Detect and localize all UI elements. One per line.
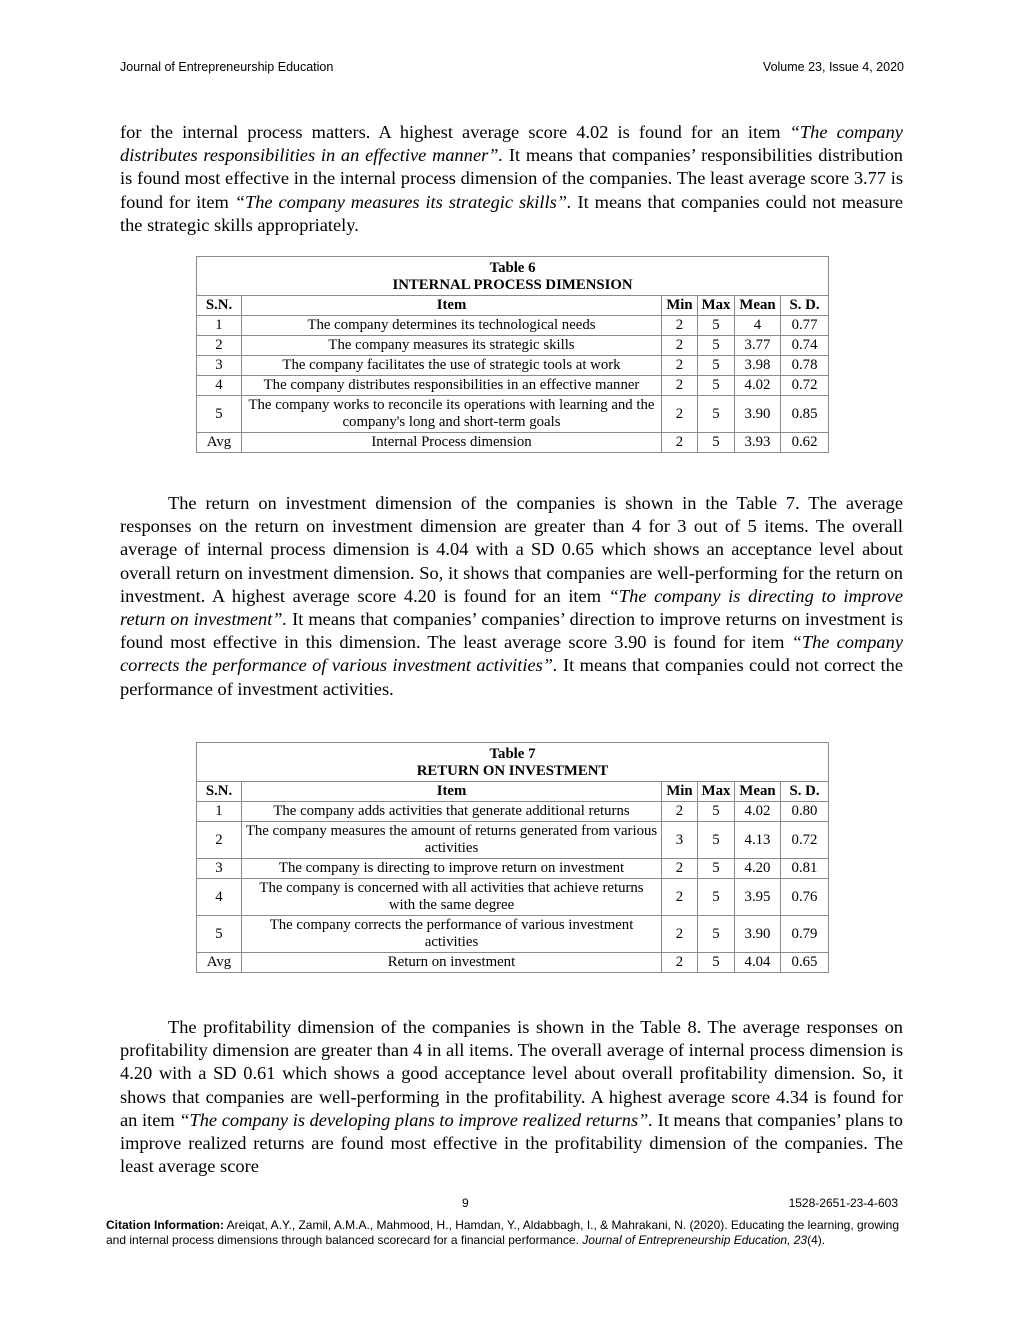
col-item: Item [242, 782, 662, 802]
table-6 [196, 256, 828, 453]
cell-min: 2 [662, 396, 698, 433]
cell-mean: 3.90 [735, 396, 781, 433]
cell-item: The company is concerned with all activities that achieve returns with the same degree [242, 879, 662, 916]
cell-mean: 4.13 [735, 822, 781, 859]
cell-sn: 2 [197, 822, 242, 859]
cell-sd: 0.77 [781, 316, 829, 336]
cell-sn: 2 [197, 336, 242, 356]
col-max: Max [698, 296, 735, 316]
article-id: 1528-2651-23-4-603 [788, 1196, 898, 1210]
cell-sn: Avg [197, 953, 242, 973]
cell-max: 5 [698, 859, 735, 879]
table-row [197, 822, 829, 859]
cell-sd: 0.76 [781, 879, 829, 916]
cell-max: 5 [698, 916, 735, 953]
cell-min: 2 [662, 316, 698, 336]
col-mean: Mean [735, 296, 781, 316]
cell-mean: 3.90 [735, 916, 781, 953]
cell-min: 2 [662, 859, 698, 879]
cell-item: The company is directing to improve return on investment [242, 859, 662, 879]
col-sd: S. D. [781, 296, 829, 316]
cell-mean: 4 [735, 316, 781, 336]
cell-min: 2 [662, 916, 698, 953]
cell-sd: 0.65 [781, 953, 829, 973]
col-max: Max [698, 782, 735, 802]
cell-min: 2 [662, 953, 698, 973]
col-sd: S. D. [781, 782, 829, 802]
cell-min: 2 [662, 356, 698, 376]
table-row [197, 376, 829, 396]
cell-sd: 0.72 [781, 376, 829, 396]
cell-mean: 3.93 [735, 433, 781, 453]
cell-sd: 0.79 [781, 916, 829, 953]
cell-item: The company measures its strategic skills [242, 336, 662, 356]
cell-item: The company distributes responsibilities in an effective manner [242, 376, 662, 396]
cell-item: The company facilitates the use of strategic tools at work [242, 356, 662, 376]
cell-min: 2 [662, 433, 698, 453]
cell-sd: 0.85 [781, 396, 829, 433]
cell-max: 5 [698, 879, 735, 916]
cell-max: 5 [698, 396, 735, 433]
cell-max: 5 [698, 376, 735, 396]
cell-sn: 3 [197, 356, 242, 376]
cell-max: 5 [698, 356, 735, 376]
table-7-grid [196, 742, 829, 973]
cell-max: 5 [698, 336, 735, 356]
cell-max: 5 [698, 316, 735, 336]
cell-mean: 4.04 [735, 953, 781, 973]
cell-min: 2 [662, 879, 698, 916]
cell-item: The company corrects the performance of various investment activities [242, 916, 662, 953]
table-row [197, 396, 829, 433]
cell-mean: 4.02 [735, 802, 781, 822]
col-mean: Mean [735, 782, 781, 802]
table-row [197, 336, 829, 356]
cell-mean: 3.77 [735, 336, 781, 356]
table-row [197, 953, 829, 973]
citation: Citation Information: Areiqat, A.Y., Zamil, A.M.A., Mahmood, H., Hamdan, Y., Aldabbagh, I., & Mahrakani, N. (2020). Educating the learning, growing and internal process dimensions through balanced scorecard for a financial performance. Journal of Entrepreneurship Education, 23(4). [106, 1218, 900, 1247]
paragraph-1: for the internal process matters. A highest average score 4.02 is found for an item “The company distributes responsibilities in an effective manner”. It means that companies’ responsibilities distribution is found most effective in the internal process dimension of the companies. The least average score 3.77 is found for item “The company measures its strategic skills”. It means that companies could not measure the strategic skills appropriately. [120, 122, 904, 235]
cell-sd: 0.74 [781, 336, 829, 356]
cell-max: 5 [698, 433, 735, 453]
cell-sn: 1 [197, 802, 242, 822]
paragraph-3: The profitability dimension of the companies is shown in the Table 8. The average responses on profitability dimension are greater than 4 in all items. The overall average of internal process dimension is 4.20 with a SD 0.61 which shows a good acceptance level about overall profitability dimension. So, it shows that companies are well-performing in the profitability. A highest average score 4.34 is found for an item “The company is developing plans to improve realized returns”. It means that companies’ plans to improve realized returns are found most effective in the profitability dimension of the companies. The least average score [120, 1017, 903, 1177]
table-7-caption: Table 7 RETURN ON INVESTMENT [197, 743, 829, 782]
cell-sd: 0.81 [781, 859, 829, 879]
table-6-caption: Table 6 INTERNAL PROCESS DIMENSION [197, 257, 829, 296]
col-min: Min [662, 782, 698, 802]
cell-max: 5 [698, 802, 735, 822]
journal-name: Journal of Entrepreneurship Education [120, 60, 334, 74]
cell-sn: 3 [197, 859, 242, 879]
table-row [197, 356, 829, 376]
cell-item: Internal Process dimension [242, 433, 662, 453]
cell-mean: 3.98 [735, 356, 781, 376]
cell-sn: 5 [197, 396, 242, 433]
cell-item: The company adds activities that generate additional returns [242, 802, 662, 822]
table-row [197, 916, 829, 953]
cell-mean: 4.20 [735, 859, 781, 879]
page-number: 9 [462, 1196, 469, 1210]
cell-sn: 5 [197, 916, 242, 953]
cell-mean: 4.02 [735, 376, 781, 396]
cell-item: Return on investment [242, 953, 662, 973]
cell-item: The company works to reconcile its operations with learning and the company's long and short-term goals [242, 396, 662, 433]
cell-item: The company measures the amount of returns generated from various activities [242, 822, 662, 859]
table-row [197, 859, 829, 879]
col-min: Min [662, 296, 698, 316]
cell-sd: 0.62 [781, 433, 829, 453]
cell-sn: 4 [197, 879, 242, 916]
col-item: Item [242, 296, 662, 316]
table-row [197, 879, 829, 916]
cell-min: 3 [662, 822, 698, 859]
paragraph-2: The return on investment dimension of the companies is shown in the Table 7. The average responses on the return on investment dimension are greater than 4 for 3 out of 5 items. The overall average of internal process dimension is 4.04 with a SD 0.65 which shows an acceptance level about overall return on investment dimension. So, it shows that companies are well-performing for the return on investment. A highest average score 4.20 is found for an item “The company is directing to improve return on investment”. It means that companies’ companies’ direction to improve returns on investment is found most effective in this dimension. The least average score 3.90 is found for item “The company corrects the performance of various investment activities”. It means that companies could not correct the performance of investment activities. [120, 493, 904, 699]
cell-min: 2 [662, 336, 698, 356]
cell-max: 5 [698, 953, 735, 973]
table-6-grid [196, 256, 829, 453]
table-row [197, 433, 829, 453]
cell-mean: 3.95 [735, 879, 781, 916]
cell-sd: 0.72 [781, 822, 829, 859]
col-sn: S.N. [197, 782, 242, 802]
cell-sn: Avg [197, 433, 242, 453]
cell-item: The company determines its technological needs [242, 316, 662, 336]
table-row [197, 316, 829, 336]
table-7 [196, 742, 828, 973]
cell-sn: 4 [197, 376, 242, 396]
cell-min: 2 [662, 802, 698, 822]
cell-sd: 0.78 [781, 356, 829, 376]
cell-sd: 0.80 [781, 802, 829, 822]
col-sn: S.N. [197, 296, 242, 316]
cell-sn: 1 [197, 316, 242, 336]
table-row [197, 802, 829, 822]
cell-min: 2 [662, 376, 698, 396]
cell-max: 5 [698, 822, 735, 859]
volume-issue: Volume 23, Issue 4, 2020 [762, 60, 904, 74]
